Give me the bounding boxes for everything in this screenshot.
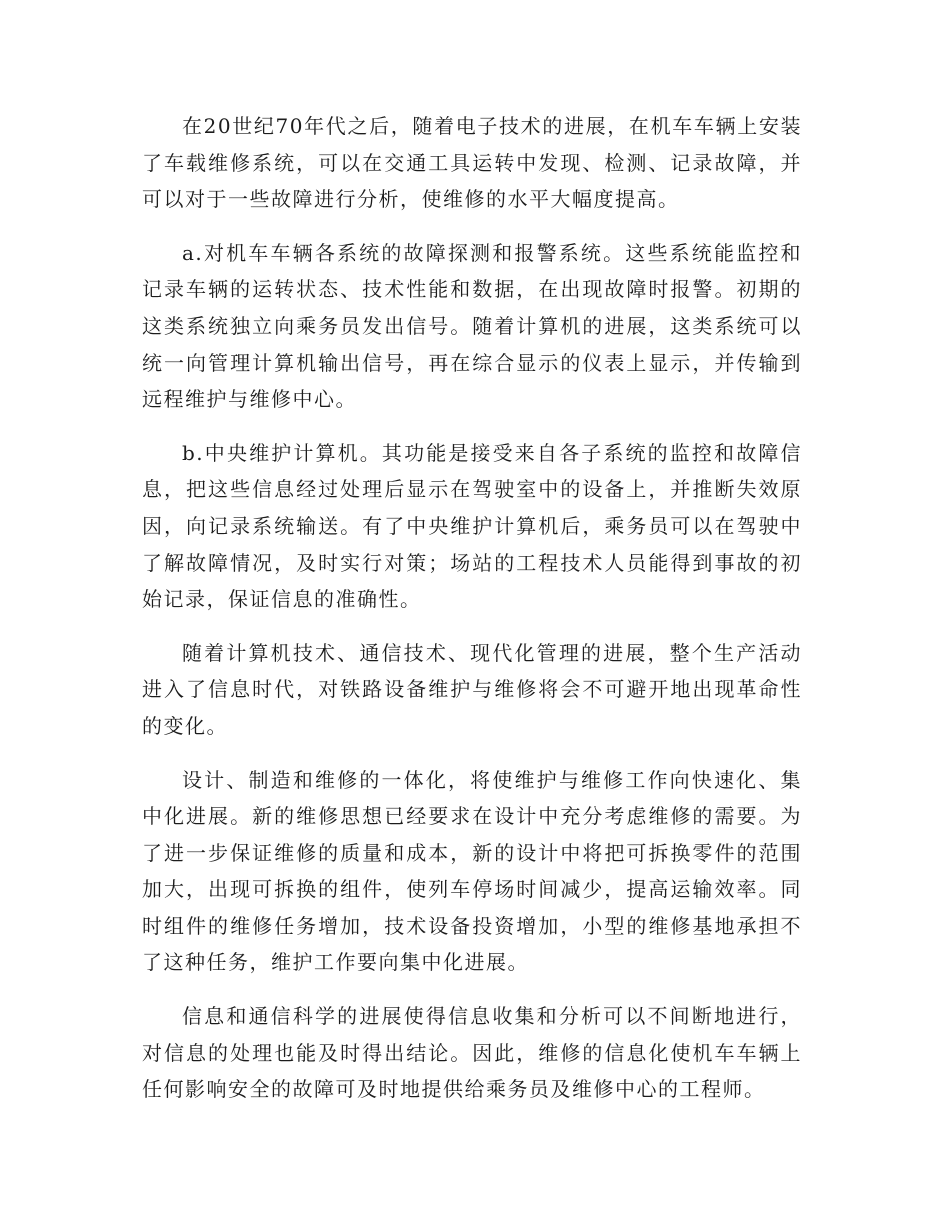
paragraph-integration: 设计、制造和维修的一体化，将使维护与维修工作向快速化、集中化进展。新的维修思想已经要求在设计中充分考虑维修的需要。为了进一步保证维修的质量和成本，新的设计中将把可拆换零件的范围加大，出现可拆换的组件，使列车停场时间减少，提高运输效率。同时组件的维修任务增加，技术设备投资增加，小型的维修基地承担不了这种任务，维护工作要向集中化进展。 <box>142 767 802 975</box>
paragraph-item-a: a.对机车车辆各系统的故障探测和报警系统。这些系统能监控和记录车辆的运转状态、技术性能和数据，在出现故障时报警。初期的这类系统独立向乘务员发出信号。随着计算机的进展，这类系统可以统一向管理计算机输出信号，再在综合显示的仪表上显示，并传输到远程维护与维修中心。 <box>142 240 802 412</box>
paragraph-item-b: b.中央维护计算机。其功能是接受来自各子系统的监控和故障信息，把这些信息经过处理后显示在驾驶室中的设备上，并推断失效原因，向记录系统输送。有了中央维护计算机后，乘务员可以在驾驶中了解故障情况，及时实行对策；场站的工程技术人员能得到事故的初始记录，保证信息的准确性。 <box>142 440 802 612</box>
document-body <box>142 108 802 1125</box>
paragraph-intro: 在20世纪70年代之后，随着电子技术的进展，在机车车辆上安装了车载维修系统，可以在交通工具运转中发现、检测、记录故障，并可以对于一些故障进行分析，使维修的水平大幅度提高。 <box>142 114 802 212</box>
paragraph-information-age: 随着计算机技术、通信技术、现代化管理的进展，整个生产活动进入了信息时代，对铁路设备维护与维修将会不可避开地出现革命性的变化。 <box>142 640 802 738</box>
paragraph-informatization: 信息和通信科学的进展使得信息收集和分析可以不间断地进行，对信息的处理也能及时得出结论。因此，维修的信息化使机车车辆上任何影响安全的故障可及时地提供给乘务员及维修中心的工程师。 <box>142 1004 802 1102</box>
